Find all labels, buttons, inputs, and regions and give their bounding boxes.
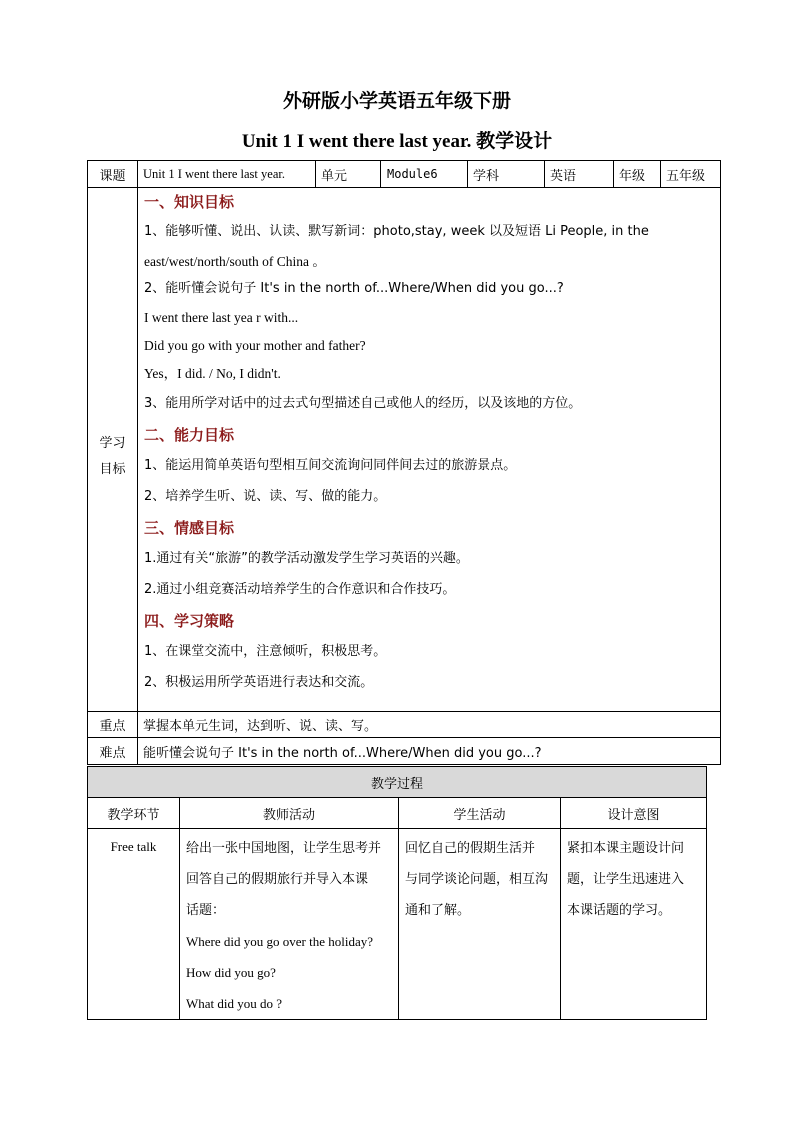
- key-points-value: 掌握本单元生词，达到听、说、读、写。: [138, 712, 721, 738]
- subtitle-en: Unit 1 I went there last year.: [241, 131, 472, 152]
- process-title: 教学过程: [88, 767, 707, 798]
- strategy-2: 2、积极运用所学英语进行表达和交流。: [144, 675, 374, 690]
- knowledge-goal-2: 2、能听懂会说句子 It's in the north of...Where/When did you go...?: [144, 281, 564, 296]
- grade-value: 五年级: [661, 161, 721, 188]
- strategy-1: 1、在课堂交流中，注意倾听，积极思考。: [144, 644, 387, 659]
- col-intent: 设计意图: [561, 798, 707, 829]
- knowledge-goal-3: 3、能用所学对话中的过去式句型描述自己或他人的经历，以及该地的方位。: [144, 396, 582, 411]
- sentence-2: Did you go with your mother and father?: [144, 338, 366, 353]
- lesson-info-table: [87, 160, 721, 765]
- col-stage: 教学环节: [88, 798, 180, 829]
- design-intent: 紧扣本课主题设计问 题，让学生迅速进入 本课话题的学习。: [561, 829, 707, 1020]
- subtitle-cn: 教学设计: [476, 130, 553, 152]
- header-row: [88, 161, 721, 188]
- teacher-activity: 给出一张中国地图，让学生思考并 回答自己的假期旅行并导入本课 话题： Where did you go over the holiday? How did you go? What did you do ?: [180, 829, 399, 1020]
- goals-row: [88, 188, 721, 712]
- sentence-3: Yes，I did. / No, I didn't.: [144, 366, 281, 381]
- emotion-goals-heading: 三、情感目标: [144, 519, 235, 537]
- topic-value: Unit 1 I went there last year.: [138, 161, 316, 188]
- document-title: 外研版小学英语五年级下册: [282, 90, 511, 112]
- grade-label: 年级: [614, 161, 661, 188]
- document-subtitle: [0, 126, 794, 153]
- unit-label: 单元: [316, 161, 381, 188]
- key-points-label: 重点: [88, 712, 138, 738]
- knowledge-goal-1b: east/west/north/south of China 。: [144, 254, 326, 269]
- goals-label: 学习 目标: [88, 188, 138, 712]
- emotion-goal-1: 1.通过有关“旅游”的教学活动激发学生学习英语的兴趣。: [144, 551, 469, 566]
- process-header-row: [88, 798, 707, 829]
- process-row-free-talk: [88, 829, 707, 1020]
- ability-goal-2: 2、培养学生听、说、读、写、做的能力。: [144, 489, 387, 504]
- stage-free-talk: Free talk: [88, 829, 180, 1020]
- knowledge-goals-heading: 一、知识目标: [144, 193, 235, 211]
- strategy-heading: 四、学习策略: [144, 612, 235, 630]
- topic-label: 课题: [88, 161, 138, 188]
- key-points-row: [88, 712, 721, 738]
- goals-content: [138, 188, 721, 712]
- subject-value: 英语: [545, 161, 614, 188]
- col-teacher: 教师活动: [180, 798, 399, 829]
- knowledge-goal-1a: 1、能够听懂、说出、认读、默写新词：photo,stay, week 以及短语 Li People, in the: [144, 224, 649, 239]
- ability-goals-heading: 二、能力目标: [144, 426, 235, 444]
- difficult-points-value: 能听懂会说句子 It's in the north of...Where/When did you go...?: [138, 738, 721, 765]
- difficult-points-row: [88, 738, 721, 765]
- unit-value: Module6: [381, 161, 468, 188]
- process-title-row: [88, 767, 707, 798]
- ability-goal-1: 1、能运用简单英语句型相互间交流询问同伴间去过的旅游景点。: [144, 458, 517, 473]
- emotion-goal-2: 2.通过小组竞赛活动培养学生的合作意识和合作技巧。: [144, 582, 456, 597]
- difficult-points-label: 难点: [88, 738, 138, 765]
- teaching-process-table: [87, 766, 707, 1020]
- sentence-1: I went there last yea r with...: [144, 310, 299, 325]
- col-student: 学生活动: [399, 798, 561, 829]
- subject-label: 学科: [468, 161, 545, 188]
- student-activity: 回忆自己的假期生活并 与同学谈论问题，相互沟 通和了解。: [399, 829, 561, 1020]
